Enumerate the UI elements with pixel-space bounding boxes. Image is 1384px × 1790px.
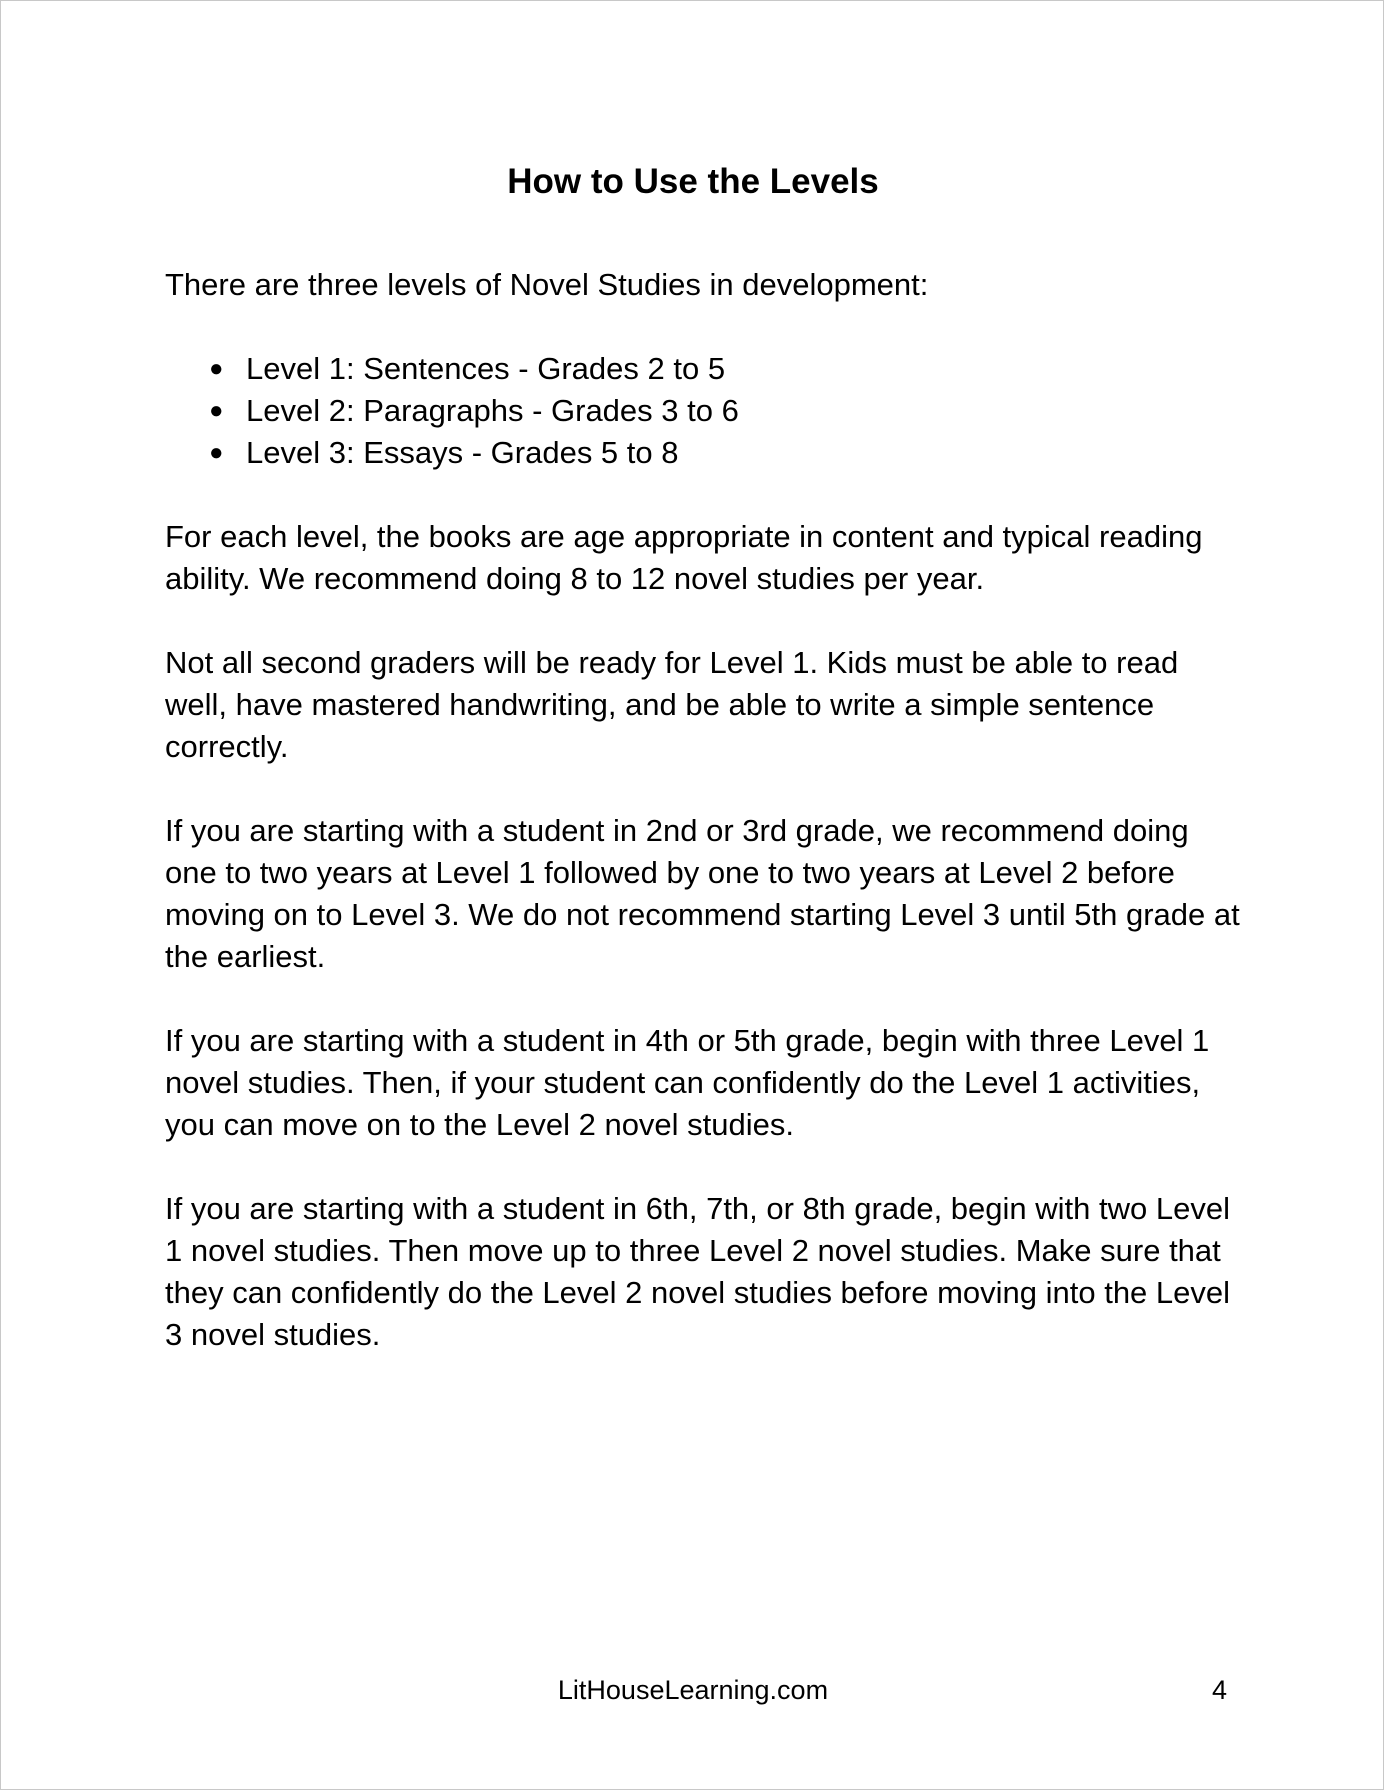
body-paragraph: If you are starting with a student in 4th or 5th grade, begin with three Level 1 novel studies. Then, if your student can confidently do the Level 1 activities, you can move on to the Level 2 novel studies.: [165, 1023, 1210, 1142]
body-paragraph: If you are starting with a student in 6th, 7th, or 8th grade, begin with two Level 1 novel studies. Then move up to three Level 2 novel studies. Make sure that they can confidently do the Level 2 novel studies before moving into the Level 3 novel studies.: [165, 1191, 1231, 1352]
list-item-text: Level 3: Essays - Grades 5 to 8: [246, 435, 679, 470]
page-number: 4: [1211, 1675, 1227, 1705]
bullet-icon: ●: [209, 397, 224, 424]
list-item-text: Level 1: Sentences - Grades 2 to 5: [246, 351, 726, 386]
list-item: [165, 432, 1245, 474]
list-item-text: Level 2: Paragraphs - Grades 3 to 6: [246, 393, 739, 428]
body-paragraph: If you are starting with a student in 2nd or 3rd grade, we recommend doing one to two years at Level 1 followed by one to two years at Level 2 before moving on to Level 3. We do not recommend starting Level 3 until 5th grade at the earliest.: [165, 813, 1240, 974]
footer-website: LitHouseLearning.com: [557, 1675, 829, 1705]
body-paragraph: For each level, the books are age appropriate in content and typical reading ability. We recommend doing 8 to 12 novel studies per year.: [165, 519, 1203, 596]
page-body: [165, 264, 1245, 1398]
page-title: How to Use the Levels: [507, 162, 879, 201]
list-item: [165, 348, 1245, 390]
body-paragraph: Not all second graders will be ready for Level 1. Kids must be able to read well, have mastered handwriting, and be able to write a simple sentence correctly.: [165, 645, 1179, 764]
bullet-icon: ●: [209, 439, 224, 466]
levels-list: [165, 348, 1245, 474]
intro-paragraph: There are three levels of Novel Studies in development:: [165, 267, 929, 302]
list-item: [165, 390, 1245, 432]
bullet-icon: ●: [209, 355, 224, 382]
